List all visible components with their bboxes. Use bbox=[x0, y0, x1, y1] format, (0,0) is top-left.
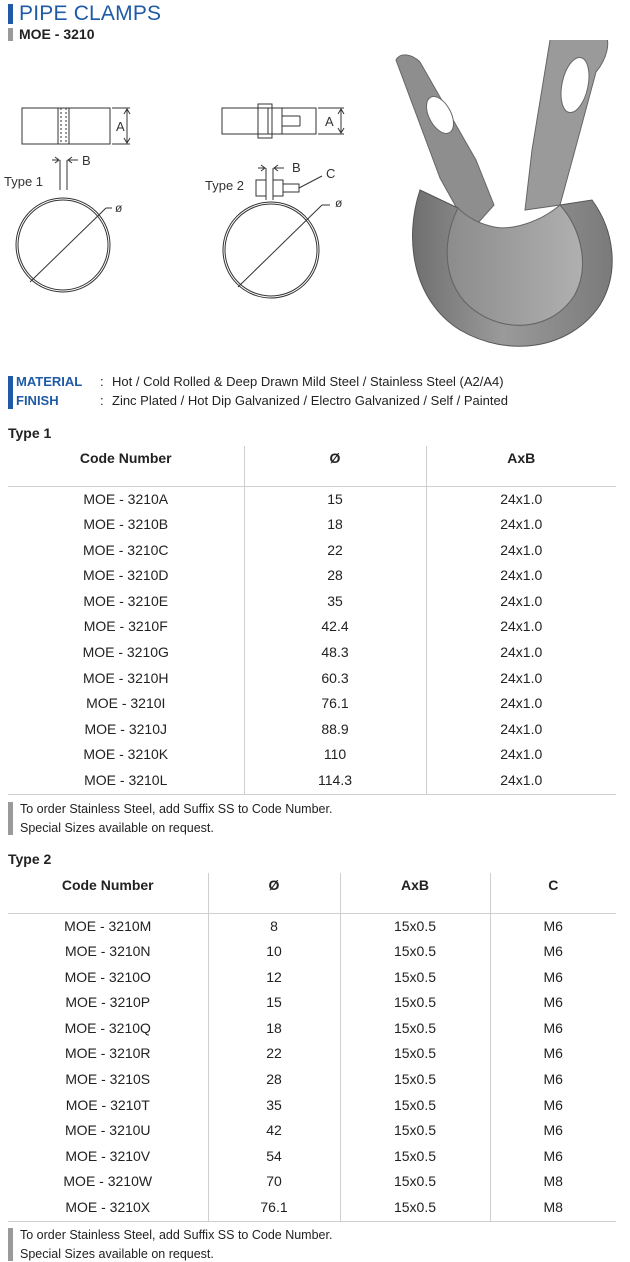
diameter-cell: 35 bbox=[244, 589, 426, 615]
axb-cell: 24x1.0 bbox=[426, 512, 616, 538]
table-row bbox=[8, 691, 616, 717]
page-title: PIPE CLAMPS bbox=[19, 2, 162, 25]
axb-cell: 24x1.0 bbox=[426, 691, 616, 717]
material-label: MATERIAL bbox=[16, 374, 83, 389]
table-row bbox=[8, 1016, 616, 1042]
code-cell: MOE - 3210A bbox=[83, 490, 169, 507]
spec-accent-bar bbox=[8, 376, 13, 409]
product-code: MOE - 3210 bbox=[19, 26, 95, 42]
special-sizes-note: Special Sizes available on request. bbox=[20, 821, 214, 835]
code-cell: MOE - 3210S bbox=[65, 1071, 151, 1088]
material-row bbox=[16, 372, 628, 391]
code-cell: MOE - 3210H bbox=[82, 669, 169, 686]
axb-cell: 15x0.5 bbox=[340, 965, 490, 991]
diameter-cell: 18 bbox=[244, 512, 426, 538]
axb-cell: 15x0.5 bbox=[340, 1195, 490, 1221]
diameter-cell: 70 bbox=[208, 1169, 340, 1195]
code-cell: MOE - 3210U bbox=[64, 1122, 151, 1139]
table-row bbox=[8, 939, 616, 965]
axb-cell: 24x1.0 bbox=[426, 717, 616, 743]
table-row bbox=[8, 589, 616, 615]
stainless-note: To order Stainless Steel, add Suffix SS to Code Number. bbox=[20, 802, 333, 816]
code-cell: MOE - 3210X bbox=[8, 1195, 208, 1221]
column-header-axb: AxB bbox=[340, 873, 490, 913]
axb-cell: 15x0.5 bbox=[340, 1041, 490, 1067]
column-header-axb: AxB bbox=[426, 446, 616, 486]
axb-cell: 24x1.0 bbox=[426, 563, 616, 589]
code-cell: MOE - 3210N bbox=[64, 943, 151, 960]
table-row bbox=[8, 1169, 616, 1195]
column-header-code: Code Number bbox=[8, 873, 208, 913]
type1-header-row bbox=[8, 446, 616, 486]
axb-cell: 24x1.0 bbox=[426, 589, 616, 615]
code-cell: MOE - 3210P bbox=[65, 994, 151, 1011]
diameter-cell: 76.1 bbox=[244, 691, 426, 717]
column-header-thread: C bbox=[490, 873, 616, 913]
type2-notes bbox=[8, 1226, 608, 1262]
specifications bbox=[8, 372, 628, 410]
diameter-cell: 114.3 bbox=[244, 768, 426, 794]
diameter-cell: 110 bbox=[244, 742, 426, 768]
page-header bbox=[8, 2, 161, 26]
axb-cell: 24x1.0 bbox=[426, 614, 616, 640]
type1-diameter-label: ø bbox=[115, 201, 123, 215]
axb-cell: 15x0.5 bbox=[340, 939, 490, 965]
finish-row bbox=[16, 391, 628, 410]
code-cell: MOE - 3210R bbox=[64, 1045, 151, 1062]
finish-label: FINISH bbox=[16, 393, 59, 408]
thread-cell: M8 bbox=[490, 1195, 616, 1221]
code-cell: MOE - 3210O bbox=[64, 968, 151, 985]
column-header-code: Code Number bbox=[8, 446, 244, 486]
diameter-cell: 18 bbox=[208, 1016, 340, 1042]
code-cell: MOE - 3210V bbox=[65, 1147, 151, 1164]
type2-dim-b-label: B bbox=[292, 160, 301, 175]
thread-cell: M6 bbox=[490, 913, 616, 939]
table-row bbox=[8, 913, 616, 939]
diameter-cell: 60.3 bbox=[244, 666, 426, 692]
type2-table bbox=[8, 873, 616, 1222]
note-accent-bar bbox=[8, 1228, 13, 1261]
table-row bbox=[8, 640, 616, 666]
axb-cell: 15x0.5 bbox=[340, 1118, 490, 1144]
clamp-product-illustration bbox=[396, 40, 612, 346]
thread-cell: M6 bbox=[490, 1118, 616, 1144]
axb-cell: 24x1.0 bbox=[426, 768, 616, 794]
diameter-cell: 28 bbox=[208, 1067, 340, 1093]
diameter-cell: 54 bbox=[208, 1144, 340, 1170]
column-header-diameter: Ø bbox=[208, 873, 340, 913]
technical-drawings bbox=[0, 40, 630, 370]
axb-cell: 15x0.5 bbox=[340, 1144, 490, 1170]
type2-label: Type 2 bbox=[205, 178, 245, 193]
code-cell: MOE - 3210T bbox=[65, 1096, 150, 1113]
table-row bbox=[8, 717, 616, 743]
column-header-diameter: Ø bbox=[244, 446, 426, 486]
axb-cell: 15x0.5 bbox=[340, 1067, 490, 1093]
type2-header-row bbox=[8, 873, 616, 913]
diameter-cell: 88.9 bbox=[244, 717, 426, 743]
material-value: Hot / Cold Rolled & Deep Drawn Mild Steel / Stainless Steel (A2/A4) bbox=[112, 374, 504, 389]
axb-cell: 24x1.0 bbox=[426, 640, 616, 666]
diameter-cell: 48.3 bbox=[244, 640, 426, 666]
code-cell: MOE - 3210D bbox=[82, 567, 169, 584]
code-cell: MOE - 3210J bbox=[84, 720, 167, 737]
diameter-cell: 8 bbox=[208, 913, 340, 939]
diameter-cell: 10 bbox=[208, 939, 340, 965]
table-row bbox=[8, 1118, 616, 1144]
stainless-note: To order Stainless Steel, add Suffix SS to Code Number. bbox=[20, 1228, 333, 1242]
diameter-cell: 35 bbox=[208, 1093, 340, 1119]
thread-cell: M6 bbox=[490, 1144, 616, 1170]
diameter-cell: 15 bbox=[208, 990, 340, 1016]
table-row bbox=[8, 486, 616, 512]
special-sizes-note: Special Sizes available on request. bbox=[20, 1247, 214, 1261]
axb-cell: 24x1.0 bbox=[426, 666, 616, 692]
table-row bbox=[8, 965, 616, 991]
diameter-cell: 15 bbox=[244, 486, 426, 512]
type2-dim-c-label: C bbox=[326, 166, 336, 181]
code-cell: MOE - 3210F bbox=[83, 618, 168, 635]
table-row bbox=[8, 512, 616, 538]
thread-cell: M6 bbox=[490, 990, 616, 1016]
code-cell: MOE - 3210Q bbox=[64, 1019, 151, 1036]
type2-dim-a-label: A bbox=[325, 114, 334, 129]
table-row bbox=[8, 538, 616, 564]
axb-cell: 15x0.5 bbox=[340, 913, 490, 939]
type1-table bbox=[8, 446, 616, 795]
thread-cell: M8 bbox=[490, 1169, 616, 1195]
subtitle-accent-bar bbox=[8, 28, 13, 41]
thread-cell: M6 bbox=[490, 1041, 616, 1067]
type1-heading: Type 1 bbox=[8, 425, 52, 441]
code-cell: MOE - 3210L bbox=[8, 768, 244, 794]
axb-cell: 24x1.0 bbox=[426, 538, 616, 564]
axb-cell: 15x0.5 bbox=[340, 990, 490, 1016]
diameter-cell: 22 bbox=[208, 1041, 340, 1067]
table-row bbox=[8, 1093, 616, 1119]
table-row bbox=[8, 614, 616, 640]
diameter-cell: 22 bbox=[244, 538, 426, 564]
type1-top-view bbox=[22, 108, 130, 144]
thread-cell: M6 bbox=[490, 1067, 616, 1093]
table-row bbox=[8, 990, 616, 1016]
diameter-cell: 12 bbox=[208, 965, 340, 991]
type1-notes bbox=[8, 800, 608, 838]
title-accent-bar bbox=[8, 4, 13, 24]
code-cell: MOE - 3210W bbox=[63, 1173, 153, 1190]
axb-cell: 15x0.5 bbox=[340, 1169, 490, 1195]
table-row bbox=[8, 742, 616, 768]
type1-dim-b-label: B bbox=[82, 153, 91, 168]
table-row bbox=[8, 1195, 616, 1221]
thread-cell: M6 bbox=[490, 1093, 616, 1119]
type2-heading: Type 2 bbox=[8, 851, 52, 867]
diameter-cell: 42 bbox=[208, 1118, 340, 1144]
table-row bbox=[8, 563, 616, 589]
code-cell: MOE - 3210C bbox=[82, 541, 169, 558]
code-cell: MOE - 3210I bbox=[86, 695, 166, 712]
code-cell: MOE - 3210M bbox=[64, 917, 152, 934]
table-row bbox=[8, 768, 616, 794]
code-cell: MOE - 3210B bbox=[83, 516, 169, 533]
code-cell: MOE - 3210G bbox=[82, 644, 169, 661]
table-row bbox=[8, 1067, 616, 1093]
axb-cell: 24x1.0 bbox=[426, 486, 616, 512]
diameter-cell: 42.4 bbox=[244, 614, 426, 640]
axb-cell: 15x0.5 bbox=[340, 1093, 490, 1119]
diameter-cell: 76.1 bbox=[208, 1195, 340, 1221]
diameter-cell: 28 bbox=[244, 563, 426, 589]
axb-cell: 24x1.0 bbox=[426, 742, 616, 768]
code-cell: MOE - 3210K bbox=[83, 746, 169, 763]
axb-cell: 15x0.5 bbox=[340, 1016, 490, 1042]
type2-diameter-label: ø bbox=[335, 196, 343, 210]
type1-label: Type 1 bbox=[4, 174, 44, 189]
thread-cell: M6 bbox=[490, 939, 616, 965]
table-row bbox=[8, 1144, 616, 1170]
type1-dim-a-label: A bbox=[116, 119, 125, 134]
material-colon: : bbox=[100, 374, 104, 389]
finish-value: Zinc Plated / Hot Dip Galvanized / Electro Galvanized / Self / Painted bbox=[112, 393, 508, 408]
note-accent-bar bbox=[8, 802, 13, 835]
code-cell: MOE - 3210E bbox=[83, 592, 169, 609]
table-row bbox=[8, 1041, 616, 1067]
thread-cell: M6 bbox=[490, 965, 616, 991]
thread-cell: M6 bbox=[490, 1016, 616, 1042]
finish-colon: : bbox=[100, 393, 104, 408]
table-row bbox=[8, 666, 616, 692]
